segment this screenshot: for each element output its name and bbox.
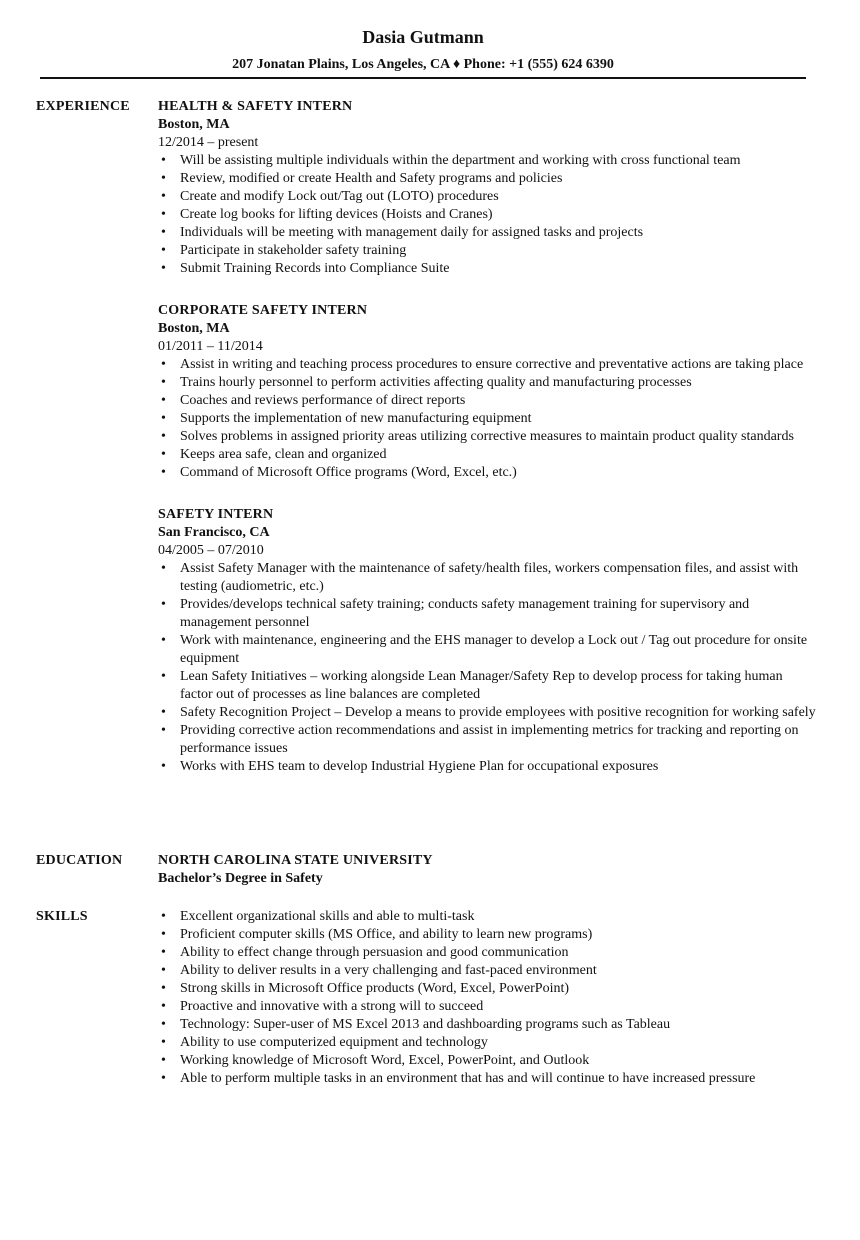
school-name: NORTH CAROLINA STATE UNIVERSITY bbox=[158, 853, 433, 868]
job-bullets bbox=[158, 560, 816, 776]
job-title: CORPORATE SAFETY INTERN bbox=[158, 303, 368, 318]
section-label-experience: EXPERIENCE bbox=[36, 99, 130, 114]
job-entry bbox=[158, 98, 816, 278]
job-bullet: • Participate in stakeholder safety training bbox=[158, 242, 816, 260]
skill-item: • Proactive and innovative with a strong will to succeed bbox=[158, 998, 816, 1016]
job-dates: 04/2005 – 07/2010 bbox=[158, 543, 264, 558]
skill-item: • Working knowledge of Microsoft Word, Excel, PowerPoint, and Outlook bbox=[158, 1052, 816, 1070]
job-bullets bbox=[158, 356, 816, 482]
job-bullet: • Create and modify Lock out/Tag out (LOTO) procedures bbox=[158, 188, 816, 206]
job-bullet: • Will be assisting multiple individuals within the department and working with cross functional team bbox=[158, 152, 816, 170]
skill-item: • Strong skills in Microsoft Office products (Word, Excel, PowerPoint) bbox=[158, 980, 816, 998]
job-bullet: • Individuals will be meeting with management daily for assigned tasks and projects bbox=[158, 224, 816, 242]
section-label-education: EDUCATION bbox=[36, 853, 123, 868]
job-dates: 12/2014 – present bbox=[158, 135, 259, 150]
degree: Bachelor’s Degree in Safety bbox=[158, 871, 323, 886]
experience-body bbox=[158, 98, 816, 800]
job-bullet: • Assist in writing and teaching process procedures to ensure corrective and preventative actions are taking place bbox=[158, 356, 816, 374]
job-title: HEALTH & SAFETY INTERN bbox=[158, 99, 353, 114]
job-bullet: • Provides/develops technical safety training; conducts safety management training for supervisory and management personnel bbox=[158, 596, 816, 632]
job-bullet: • Coaches and reviews performance of direct reports bbox=[158, 392, 816, 410]
resume-header bbox=[40, 26, 806, 74]
job-bullet: • Keeps area safe, clean and organized bbox=[158, 446, 816, 464]
job-bullet: • Solves problems in assigned priority areas utilizing corrective measures to maintain product quality standards bbox=[158, 428, 816, 446]
header-divider bbox=[40, 77, 806, 79]
skill-item: • Ability to effect change through persuasion and good communication bbox=[158, 944, 816, 962]
job-bullet: • Trains hourly personnel to perform activities affecting quality and manufacturing processes bbox=[158, 374, 816, 392]
job-bullet: • Works with EHS team to develop Industrial Hygiene Plan for occupational exposures bbox=[158, 758, 816, 776]
job-bullets bbox=[158, 152, 816, 278]
candidate-name: Dasia Gutmann bbox=[362, 27, 484, 47]
job-bullet: • Safety Recognition Project – Develop a means to provide employees with positive recognition for working safely bbox=[158, 704, 816, 722]
job-title: SAFETY INTERN bbox=[158, 507, 274, 522]
skills-list bbox=[158, 908, 816, 1088]
job-location: San Francisco, CA bbox=[158, 525, 270, 540]
job-bullet: • Work with maintenance, engineering and the EHS manager to develop a Lock out / Tag out procedure for onsite equipment bbox=[158, 632, 816, 668]
job-bullet: • Providing corrective action recommendations and assist in implementing metrics for tracking and reporting on performance issues bbox=[158, 722, 816, 758]
skill-item: • Ability to use computerized equipment and technology bbox=[158, 1034, 816, 1052]
contact-line: 207 Jonatan Plains, Los Angeles, CA ♦ Phone: +1 (555) 624 6390 bbox=[232, 57, 614, 72]
skill-item: • Able to perform multiple tasks in an environment that has and will continue to have increased pressure bbox=[158, 1070, 816, 1088]
job-entry bbox=[158, 302, 816, 482]
job-bullet: • Submit Training Records into Compliance Suite bbox=[158, 260, 816, 278]
skill-item: • Proficient computer skills (MS Office, and ability to learn new programs) bbox=[158, 926, 816, 944]
job-bullet: • Assist Safety Manager with the maintenance of safety/health files, workers compensation files, and assist with testing (audiometric, etc.) bbox=[158, 560, 816, 596]
job-location: Boston, MA bbox=[158, 117, 230, 132]
job-bullet: • Supports the implementation of new manufacturing equipment bbox=[158, 410, 816, 428]
skill-item: • Ability to deliver results in a very challenging and fast-paced environment bbox=[158, 962, 816, 980]
skill-item: • Excellent organizational skills and able to multi-task bbox=[158, 908, 816, 926]
job-bullet: • Review, modified or create Health and Safety programs and policies bbox=[158, 170, 816, 188]
skills-body bbox=[158, 908, 816, 1088]
job-dates: 01/2011 – 11/2014 bbox=[158, 339, 263, 354]
job-entry bbox=[158, 506, 816, 776]
skill-item: • Technology: Super-user of MS Excel 2013 and dashboarding programs such as Tableau bbox=[158, 1016, 816, 1034]
section-label-skills: SKILLS bbox=[36, 909, 88, 924]
job-location: Boston, MA bbox=[158, 321, 230, 336]
education-body bbox=[158, 852, 816, 888]
job-bullet: • Lean Safety Initiatives – working alongside Lean Manager/Safety Rep to develop process for taking human factor out of processes as line balances are completed bbox=[158, 668, 816, 704]
job-bullet: • Create log books for lifting devices (Hoists and Cranes) bbox=[158, 206, 816, 224]
job-bullet: • Command of Microsoft Office programs (Word, Excel, etc.) bbox=[158, 464, 816, 482]
